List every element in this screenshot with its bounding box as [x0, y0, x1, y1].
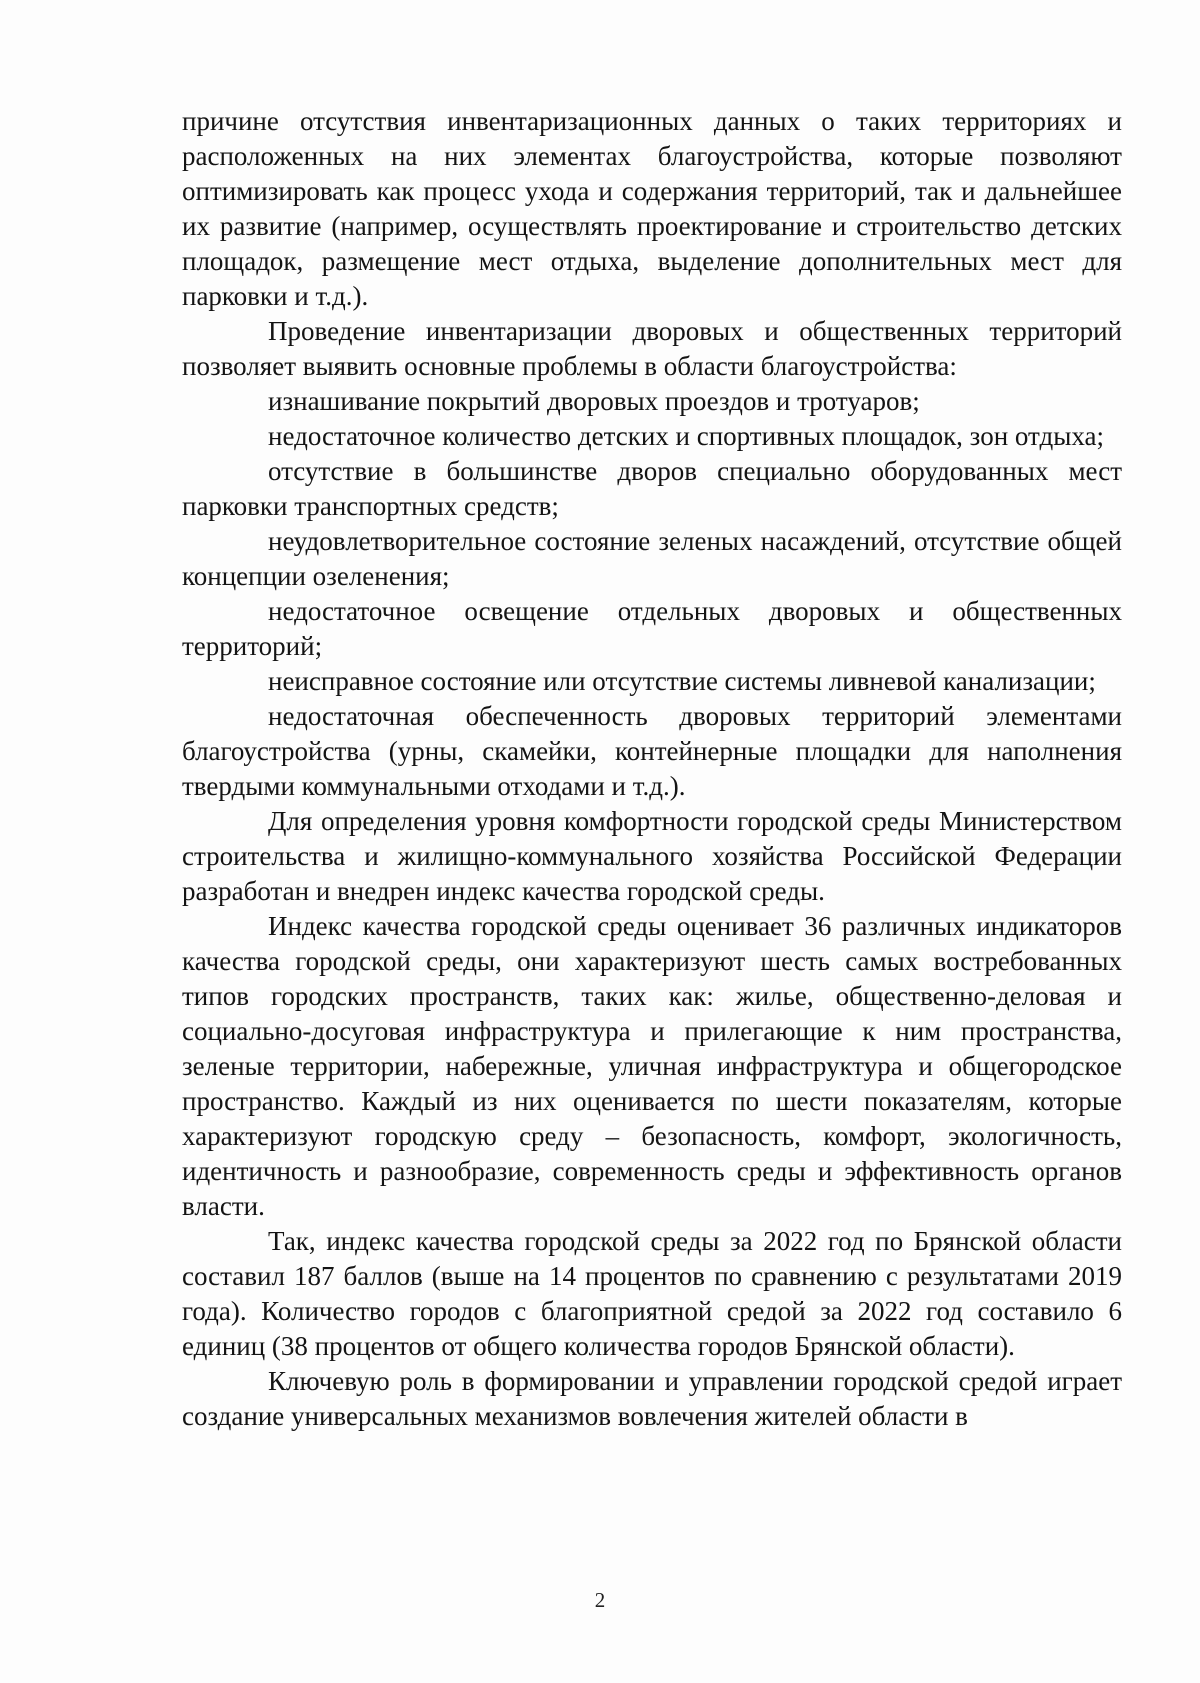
list-item-amenities: недостаточная обеспеченность дворовых территорий элементами благоустройства (урны, скамейки, контейнерные площадки для наполнения твердыми коммунальными отходами и т.д.).: [182, 701, 1122, 801]
list-item-pavement-wear: изнашивание покрытий дворовых проездов и тротуаров;: [268, 386, 920, 416]
list-item-parking-absence: отсутствие в большинстве дворов специально оборудованных мест парковки транспортных средств;: [182, 456, 1122, 521]
page-number: 2: [594, 1588, 606, 1612]
list-item-playgrounds-shortage: недостаточное количество детских и спортивных площадок, зон отдыха;: [268, 421, 1104, 451]
paragraph-comfort-index-intro: Для определения уровня комфортности городской среды Министерством строительства и жилищно-коммунального хозяйства Российской Федерации разработан и внедрен индекс качества городской среды.: [182, 806, 1122, 906]
paragraph-inventory-problems-intro: Проведение инвентаризации дворовых и общественных территорий позволяет выявить основные проблемы в области благоустройства:: [182, 316, 1122, 381]
list-item-storm-drainage: неисправное состояние или отсутствие системы ливневой канализации;: [268, 666, 1096, 696]
paragraph-comfort-index-description: Индекс качества городской среды оценивает 36 различных индикаторов качества городской среды, они характеризуют шесть самых востребованных типов городских пространств, таких как: жилье, общественно-деловая и социально-досуговая инфраструктура и прилегающие к ним пространства, зеленые территории, набережные, уличная инфраструктура и общегородское пространство. Каждый из них оценивается по шести показателям, которые характеризуют городскую среду – безопасность, комфорт, экологичность, идентичность и разнообразие, современность среды и эффективность органов власти.: [182, 911, 1122, 1221]
paragraph-resident-engagement: Ключевую роль в формировании и управлении городской средой играет создание универсальных механизмов вовлечения жителей области в: [182, 1366, 1122, 1431]
paragraph-bryansk-results: Так, индекс качества городской среды за 2022 год по Брянской области составил 187 баллов (выше на 14 процентов по сравнению с результатами 2019 года). Количество городов с благоприятной средой за 2022 год составило 6 единиц (38 процентов от общего количества городов Брянской области).: [182, 1226, 1122, 1361]
list-item-green-spaces: неудовлетворительное состояние зеленых насаждений, отсутствие общей концепции озеленения;: [182, 526, 1122, 591]
document-body: [182, 104, 1122, 1434]
list-item-lighting: недостаточное освещение отдельных дворовых и общественных территорий;: [182, 596, 1122, 661]
paragraph-inventory-context: причине отсутствия инвентаризационных данных о таких территориях и расположенных на них элементах благоустройства, которые позволяют оптимизировать как процесс ухода и содержания территорий, так и дальнейшее их развитие (например, осуществлять проектирование и строительство детских площадок, размещение мест отдыха, выделение дополнительных мест для парковки и т.д.).: [182, 106, 1122, 311]
